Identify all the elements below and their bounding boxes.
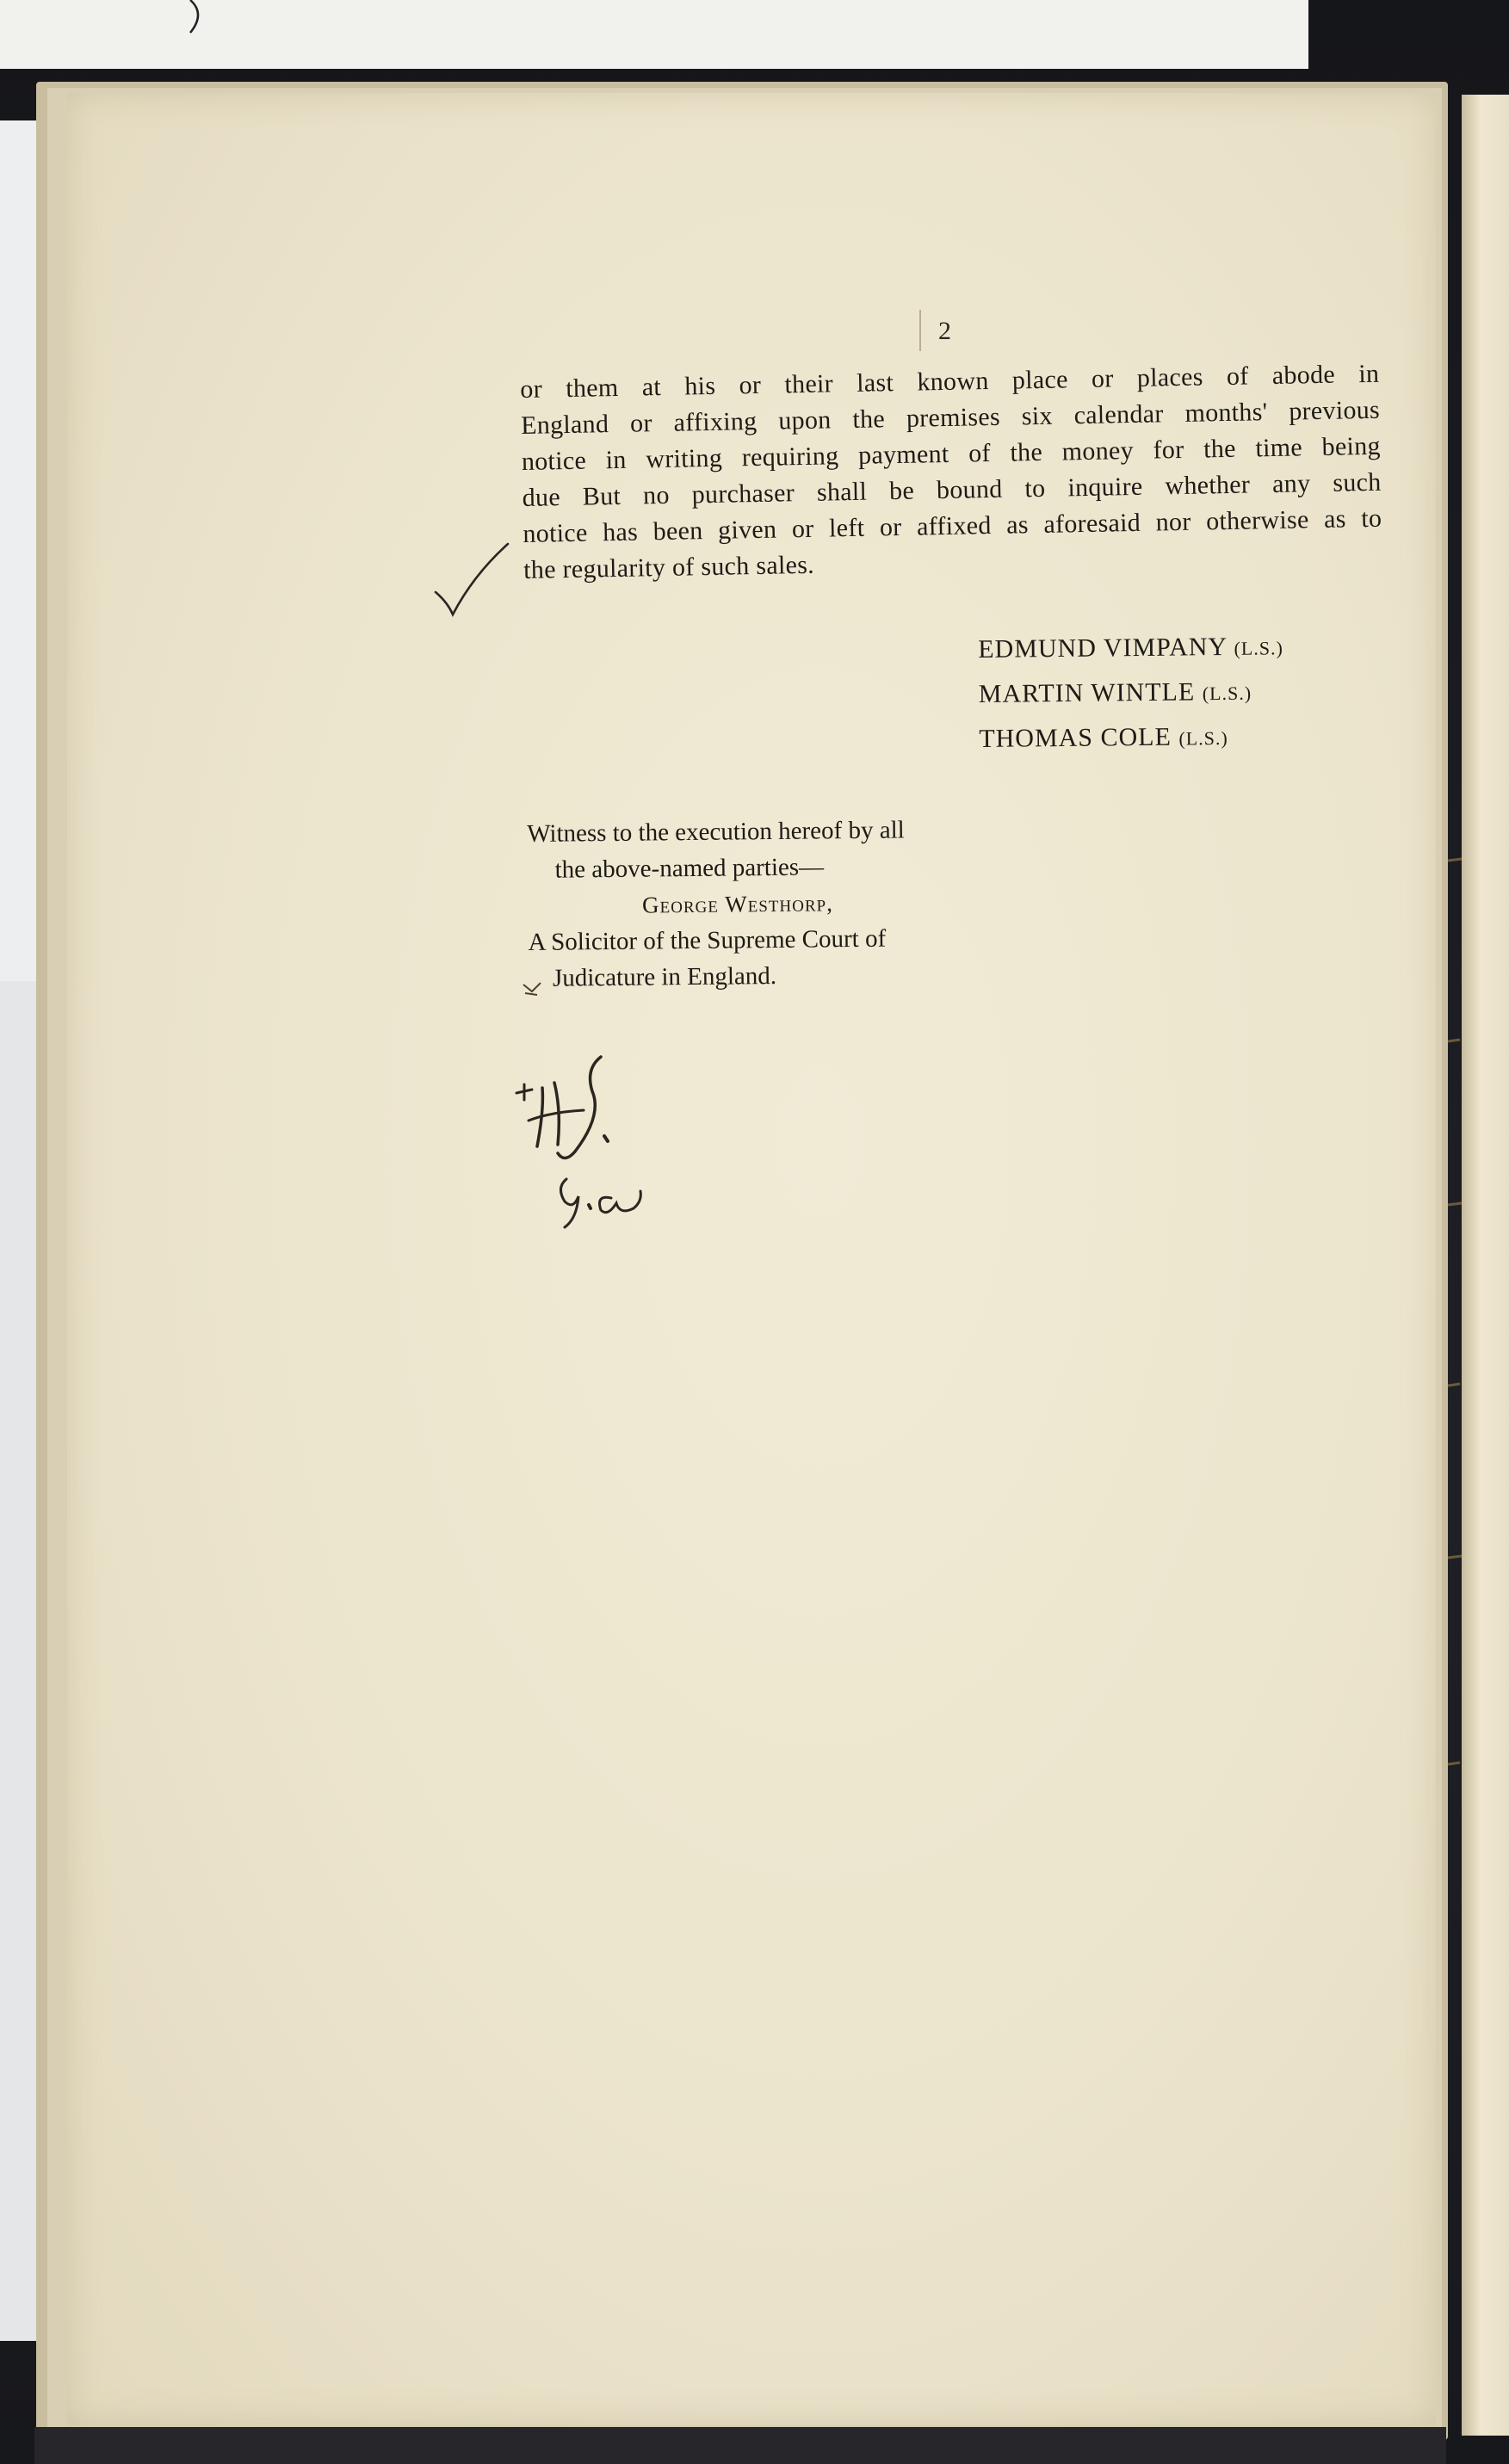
seal-mark: (L.S.)	[1234, 637, 1283, 659]
signatory-line	[978, 625, 1283, 673]
witness-line: Witness to the execution hereof by all	[527, 816, 905, 848]
page-number: 2	[938, 317, 951, 345]
signatory-line	[979, 670, 1284, 718]
body-line: or them at his or their last known place or places of abode in	[520, 359, 1380, 404]
witness-name: George Westhorp,	[641, 890, 834, 918]
signatory-line	[979, 714, 1284, 763]
body-line: England or affixing upon the premises six calendar months' previous	[520, 395, 1381, 440]
handwritten-checkmark-icon	[429, 540, 515, 627]
binding-thread-marks	[1446, 826, 1509, 1859]
signatory-name: MARTIN WINTLE	[978, 677, 1196, 708]
signatories-block	[978, 625, 1284, 763]
body-paragraph	[520, 356, 1384, 589]
handwritten-initials-signature	[482, 1050, 654, 1248]
body-line: notice has been given or left or affixed as aforesaid nor otherwise as to	[523, 503, 1382, 548]
body-line: the regularity of such sales.	[523, 550, 815, 584]
body-line: notice in writing requiring payment of the money for the time being	[521, 431, 1382, 476]
witness-block	[527, 812, 906, 997]
paper-curl-mark	[185, 0, 211, 34]
seal-mark: (L.S.)	[1178, 726, 1228, 750]
witness-title: A Solicitor of the Supreme Court of	[528, 924, 887, 956]
witness-title: Judicature in England.	[552, 961, 777, 992]
body-line: due But no purchaser shall be bound to inquire whether any such	[522, 467, 1382, 512]
signatory-name: EDMUND VIMPANY	[978, 632, 1228, 664]
small-pencil-mark-icon	[520, 976, 546, 1002]
page-crease-mark	[919, 310, 921, 351]
witness-line: the above-named parties—	[554, 853, 825, 884]
bottom-dark-band	[34, 2427, 1446, 2464]
seal-mark: (L.S.)	[1202, 682, 1252, 705]
signatory-name: THOMAS COLE	[979, 722, 1172, 753]
